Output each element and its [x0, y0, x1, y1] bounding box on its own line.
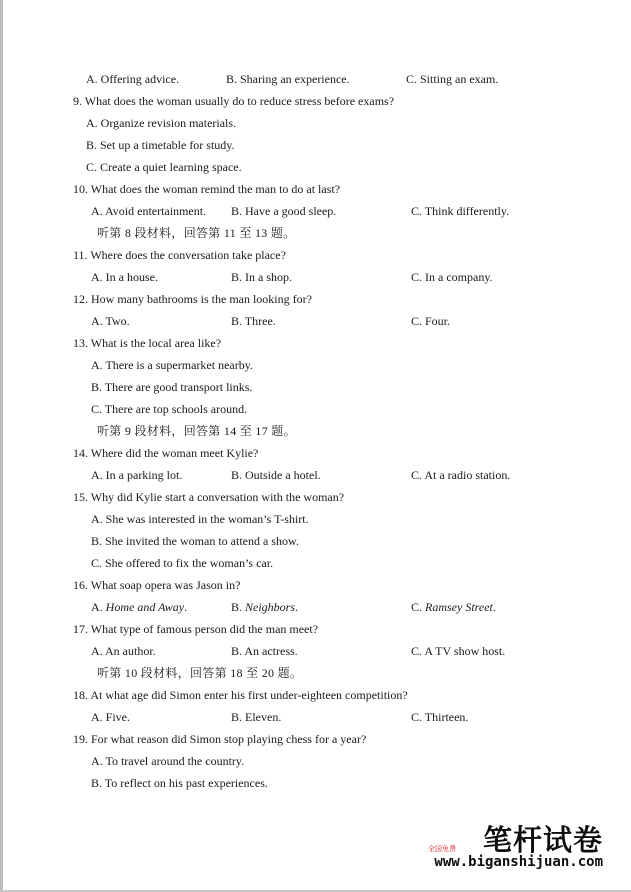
answer-option: B. There are good transport links. [91, 380, 253, 394]
answer-option: C. Thirteen. [411, 710, 469, 724]
question-stem: 13. What is the local area like? [73, 336, 222, 350]
answer-option: C. Create a quiet learning space. [86, 160, 242, 174]
section-instruction: 听第 10 段材料，回答第 18 至 20 题。 [97, 666, 303, 680]
answer-option: A. There is a supermarket nearby. [91, 358, 253, 372]
question-stem: 19. For what reason did Simon stop playing chess for a year? [73, 732, 367, 746]
answer-option: A. Five. [91, 710, 130, 724]
question-stem: 16. What soap opera was Jason in? [73, 578, 241, 592]
answer-option: A. She was interested in the woman’s T-shirt. [91, 512, 309, 526]
question-stem: 11. Where does the conversation take place? [73, 248, 286, 262]
option-letter: A. [91, 600, 106, 614]
question-stem: 9. What does the woman usually do to reduce stress before exams? [73, 94, 395, 108]
answer-option: A. An author. [91, 644, 156, 658]
answer-option: B. Sharing an experience. [226, 72, 350, 86]
option-letter: C. [411, 600, 426, 614]
answer-option [91, 600, 187, 614]
answer-option: B. Three. [231, 314, 276, 328]
answer-option: B. Have a good sleep. [231, 204, 337, 218]
answer-option: C. Four. [411, 314, 451, 328]
answer-option [231, 600, 298, 614]
answer-option: C. In a company. [411, 270, 493, 284]
answer-option: A. In a parking lot. [91, 468, 183, 482]
question-stem: 18. At what age did Simon enter his first under-eighteen competition? [73, 688, 408, 702]
watermark-free-label: 全国免费 [428, 845, 456, 853]
question-stem: 17. What type of famous person did the man meet? [73, 622, 319, 636]
answer-option: C. At a radio station. [411, 468, 511, 482]
answer-option: A. Two. [91, 314, 130, 328]
show-title: Ramsey Street [425, 600, 493, 614]
section-instruction: 听第 8 段材料，回答第 11 至 13 题。 [97, 226, 296, 240]
answer-option: A. To travel around the country. [91, 754, 245, 768]
question-stem: 14. Where did the woman meet Kylie? [73, 446, 259, 460]
answer-option: A. In a house. [91, 270, 158, 284]
watermark-title: 笔杆试卷 [482, 823, 603, 857]
option-letter: B. [231, 600, 246, 614]
answer-option: B. Set up a timetable for study. [86, 138, 235, 152]
watermark-url: www.biganshijuan.com [434, 854, 603, 870]
answer-option: A. Avoid entertainment. [91, 204, 207, 218]
watermark-logo [428, 818, 603, 880]
option-period: . [184, 600, 188, 614]
answer-option: C. There are top schools around. [91, 402, 248, 416]
answer-option: C. A TV show host. [411, 644, 506, 658]
answer-option: B. Outside a hotel. [231, 468, 321, 482]
answer-option: B. She invited the woman to attend a show. [91, 534, 299, 548]
answer-option: C. Sitting an exam. [406, 72, 499, 86]
answer-option: C. She offered to fix the woman’s car. [91, 556, 274, 570]
section-instruction: 听第 9 段材料，回答第 14 至 17 题。 [97, 424, 296, 438]
show-title: Home and Away [105, 600, 185, 614]
answer-option [411, 600, 496, 614]
page-left-edge [0, 0, 3, 892]
answer-option: B. Eleven. [231, 710, 282, 724]
answer-option: A. Offering advice. [86, 72, 180, 86]
answer-option: B. In a shop. [231, 270, 292, 284]
answer-option: C. Think differently. [411, 204, 510, 218]
question-stem: 15. Why did Kylie start a conversation with the woman? [73, 490, 345, 504]
answer-option: B. An actress. [231, 644, 298, 658]
answer-option: A. Organize revision materials. [86, 116, 237, 130]
question-stem: 12. How many bathrooms is the man looking for? [73, 292, 312, 306]
question-stem: 10. What does the woman remind the man to do at last? [73, 182, 341, 196]
option-period: . [492, 600, 496, 614]
show-title: Neighbors [245, 600, 296, 614]
answer-option: B. To reflect on his past experiences. [91, 776, 268, 790]
option-period: . [295, 600, 299, 614]
